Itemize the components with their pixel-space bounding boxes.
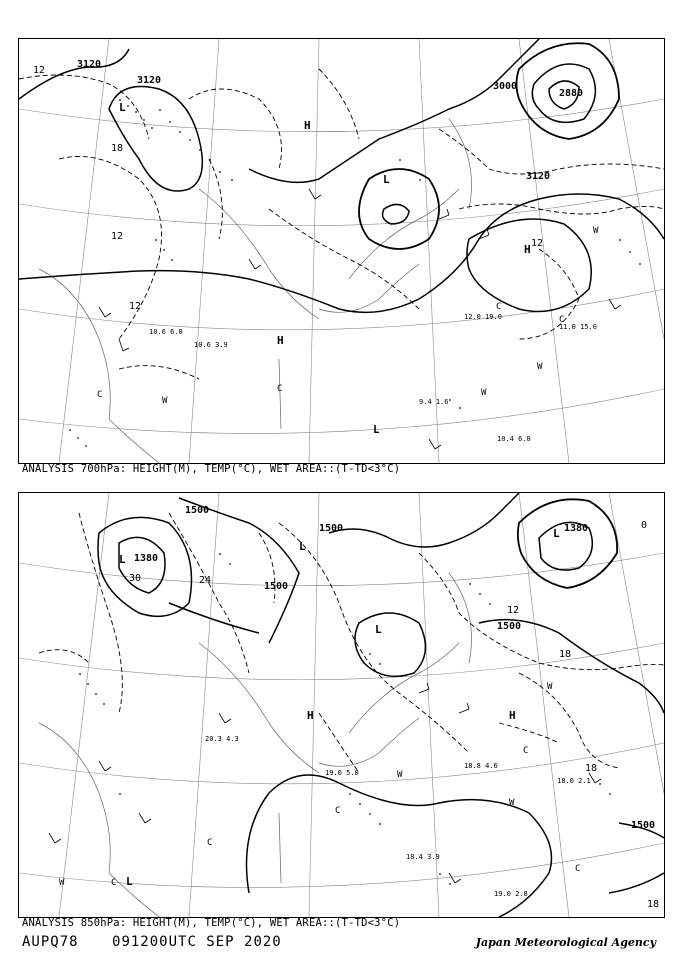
station-obs: 10.4 6.0	[497, 435, 531, 443]
graticule-700	[19, 39, 664, 463]
temp-label: 12	[507, 605, 520, 616]
warm-marker: W	[509, 798, 515, 808]
high-pressure-marker: H	[277, 334, 284, 347]
temp-contours-700	[19, 69, 664, 379]
height-label: 1500	[264, 581, 289, 592]
temp-label: 18	[111, 143, 124, 154]
height-label: 3120	[137, 75, 162, 86]
temp-label: 18	[647, 899, 660, 910]
height-label: 3120	[526, 171, 551, 182]
high-pressure-marker: H	[509, 709, 516, 722]
warm-marker: W	[593, 226, 599, 236]
warm-marker: W	[59, 878, 65, 888]
agency-name: Japan Meteorological Agency	[475, 936, 656, 949]
station-obs: 19.0 2.8	[494, 890, 528, 898]
caption-700hpa: ANALYSIS 700hPa: HEIGHT(M), TEMP(°C), WET AREA::(T-TD<3°C)	[22, 463, 401, 475]
height-label: 1500	[185, 505, 210, 516]
station-obs: 18.8 4.6	[464, 762, 498, 770]
temp-label: 30	[129, 573, 142, 584]
temp-labels-850	[129, 520, 659, 910]
height-labels-700	[77, 59, 583, 182]
cold-marker: C	[97, 390, 103, 400]
high-pressure-marker: H	[524, 243, 531, 256]
map-850hpa	[19, 493, 664, 917]
coastline-700	[39, 119, 472, 463]
temp-label: 18	[585, 763, 598, 774]
station-obs: 12.0 19.0	[464, 313, 502, 321]
station-obs: 18.4 3.9	[406, 853, 440, 861]
station-obs: 10.6 6.0	[149, 328, 183, 336]
station-obs: 10.6 3.9	[194, 341, 228, 349]
low-pressure-marker: L	[299, 540, 306, 553]
warm-marker: W	[162, 396, 168, 406]
height-label: 1380	[564, 523, 589, 534]
warm-marker: W	[547, 682, 553, 692]
low-pressure-marker: L	[119, 553, 126, 566]
chart-850hpa	[18, 492, 665, 918]
low-pressure-marker: L	[373, 423, 380, 436]
height-label: 2880	[559, 88, 584, 99]
cold-marker: C	[277, 384, 283, 394]
cold-marker: C	[496, 302, 502, 312]
wind-barbs-850	[49, 683, 601, 883]
height-contours-850	[98, 493, 664, 917]
cold-marker: C	[207, 838, 213, 848]
low-pressure-marker: L	[553, 527, 560, 540]
cold-marker: C	[575, 864, 581, 874]
temp-label: 12	[33, 65, 46, 76]
cold-marker: C	[111, 878, 117, 888]
cold-marker: C	[335, 806, 341, 816]
temp-label: 0	[641, 520, 648, 531]
high-pressure-marker: H	[307, 709, 314, 722]
temp-label: 24	[199, 575, 212, 586]
height-contours-700	[19, 39, 664, 312]
station-obs: 19.0 5.0	[325, 769, 359, 777]
height-label: 3000	[493, 81, 518, 92]
station-obs: 20.3 4.3	[205, 735, 239, 743]
product-code: AUPQ78	[22, 934, 79, 950]
cold-marker: C	[559, 315, 565, 325]
caption-850hpa: ANALYSIS 850hPa: HEIGHT(M), TEMP(°C), WET AREA::(T-TD<3°C)	[22, 917, 401, 929]
temp-label: 12	[111, 231, 124, 242]
coastline-850	[39, 573, 472, 917]
wind-barbs-700	[99, 189, 621, 449]
map-700hpa	[19, 39, 664, 463]
temp-label: 12	[531, 238, 544, 249]
air-marks-850	[59, 682, 580, 888]
chart-footer	[22, 934, 306, 950]
cold-marker: C	[523, 746, 529, 756]
height-label: 1500	[631, 820, 656, 831]
station-obs: 9.4 1.6	[419, 398, 449, 406]
systems-850	[119, 527, 560, 888]
low-pressure-marker: L	[119, 101, 126, 114]
temp-label: 18	[559, 649, 572, 660]
low-pressure-marker: L	[383, 173, 390, 186]
height-label: 1500	[319, 523, 344, 534]
warm-marker: W	[397, 770, 403, 780]
valid-time: 091200UTC SEP 2020	[112, 934, 282, 950]
height-label: 3120	[77, 59, 102, 70]
chart-700hpa	[18, 38, 665, 464]
high-pressure-marker: H	[304, 119, 311, 132]
height-label: 1500	[497, 621, 522, 632]
height-label: 1380	[134, 553, 159, 564]
graticule-850	[19, 493, 664, 917]
temp-label: 12	[129, 301, 142, 312]
station-obs: 18.0 2.1	[557, 777, 591, 785]
warm-marker: W	[537, 362, 543, 372]
low-pressure-marker: L	[375, 623, 382, 636]
station-obs: 11.0 15.0	[559, 323, 597, 331]
warm-marker: W	[481, 388, 487, 398]
temp-contours-850	[39, 513, 664, 773]
low-pressure-marker: L	[126, 875, 133, 888]
wet-area-850	[79, 553, 611, 885]
